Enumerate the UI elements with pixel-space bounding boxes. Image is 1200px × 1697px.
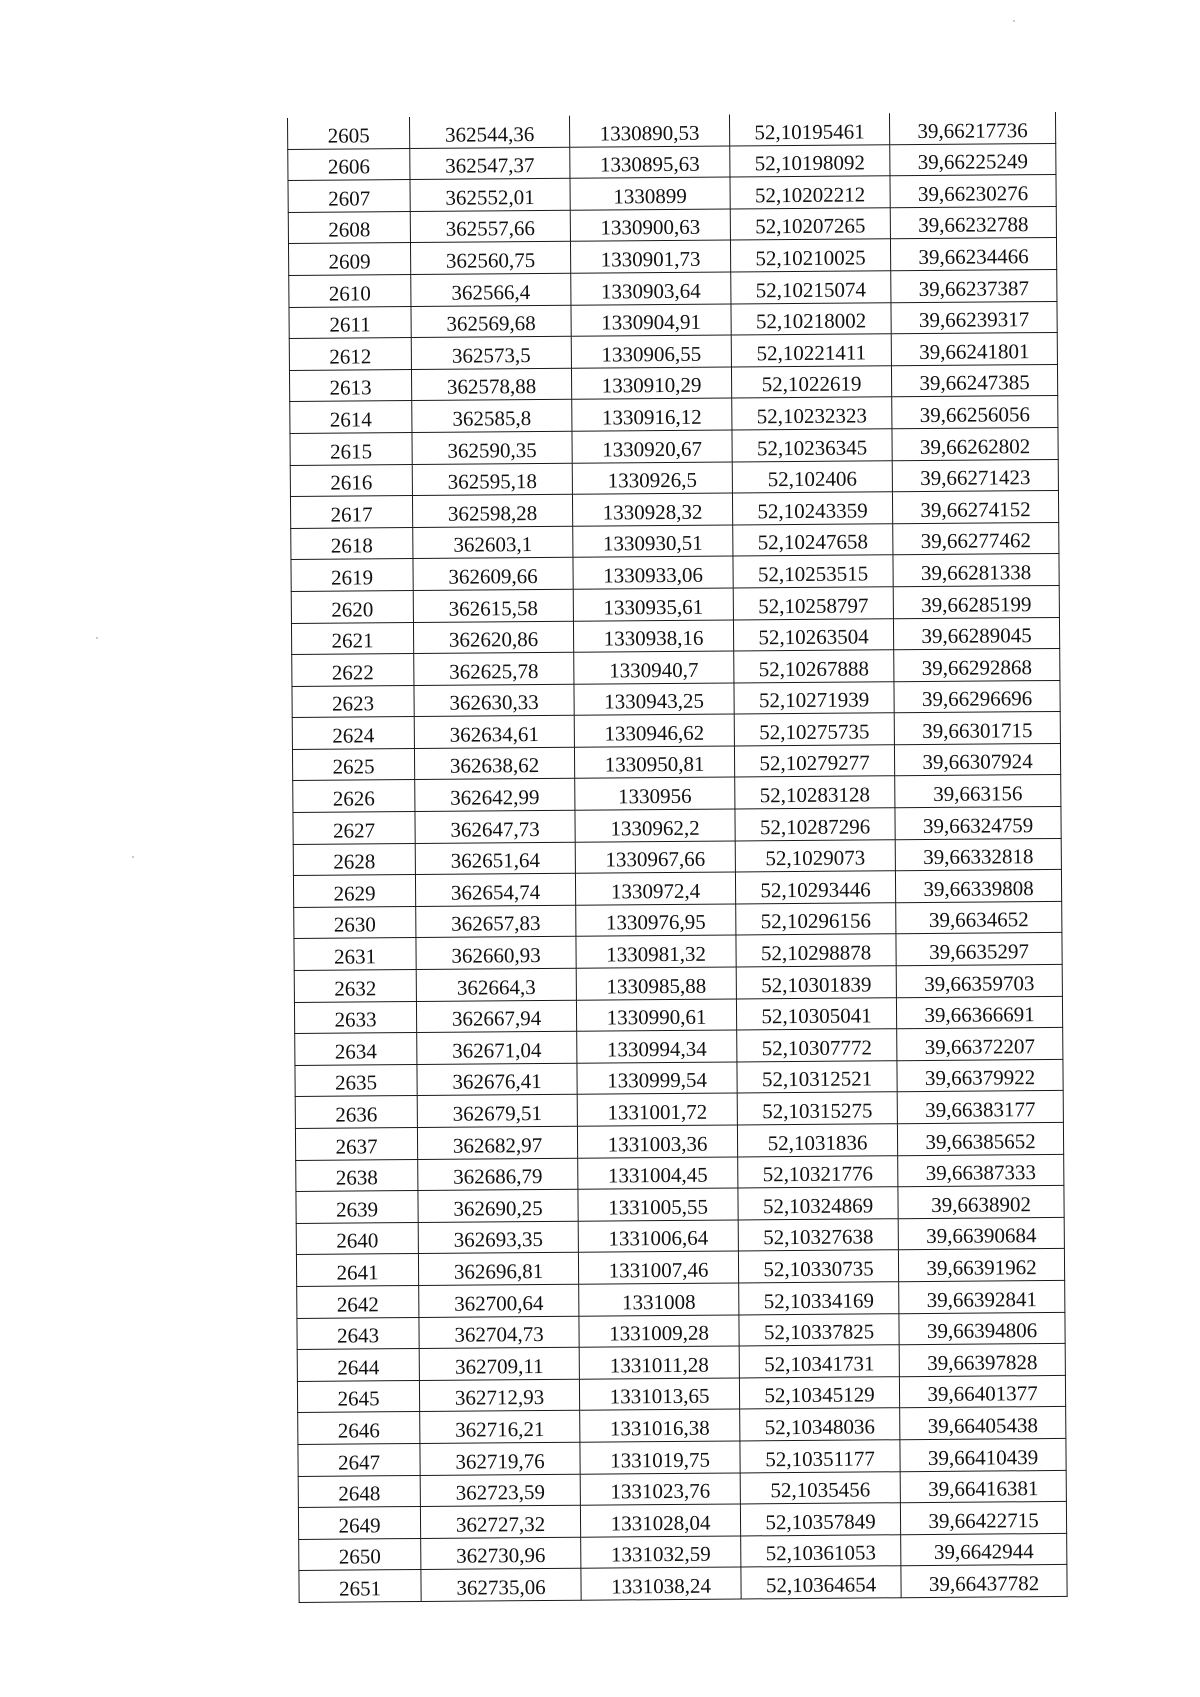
x-coordinate-cell: 362671,04 — [417, 1031, 577, 1064]
longitude-cell: 39,66387333 — [898, 1154, 1064, 1187]
longitude-cell: 39,66289045 — [893, 617, 1059, 650]
longitude-cell: 39,66232788 — [890, 206, 1056, 239]
x-coordinate-cell: 362557,66 — [410, 210, 570, 243]
point-number-cell: 2608 — [288, 211, 410, 244]
coordinates-table-body — [287, 112, 1067, 1602]
y-coordinate-cell: 1330990,61 — [576, 999, 736, 1032]
point-number-cell: 2612 — [289, 338, 411, 371]
y-coordinate-cell: 1330943,25 — [574, 683, 734, 716]
latitude-cell: 52,10232323 — [732, 397, 892, 430]
x-coordinate-cell: 362700,64 — [419, 1284, 579, 1317]
point-number-cell: 2646 — [298, 1412, 420, 1445]
point-number-cell: 2629 — [293, 875, 415, 908]
point-number-cell: 2610 — [289, 275, 411, 308]
table-row — [291, 522, 1059, 560]
y-coordinate-cell: 1331032,59 — [581, 1536, 741, 1569]
table-row — [294, 933, 1062, 971]
y-coordinate-cell: 1330899 — [570, 177, 730, 210]
table-row — [292, 743, 1060, 781]
x-coordinate-cell: 362615,58 — [413, 589, 573, 622]
y-coordinate-cell: 1331038,24 — [581, 1567, 741, 1600]
x-coordinate-cell: 362716,21 — [420, 1411, 580, 1444]
table-row — [291, 617, 1059, 655]
x-coordinate-cell: 362712,93 — [419, 1379, 579, 1412]
point-number-cell: 2614 — [290, 401, 412, 434]
latitude-cell: 52,10215074 — [731, 271, 891, 304]
latitude-cell: 52,10312521 — [737, 1061, 897, 1094]
latitude-cell: 52,10243359 — [732, 492, 892, 525]
table-row — [298, 1470, 1066, 1508]
latitude-cell: 52,10275735 — [734, 713, 894, 746]
x-coordinate-cell: 362609,66 — [413, 558, 573, 591]
table-row — [298, 1407, 1066, 1445]
latitude-cell: 52,10327638 — [738, 1219, 898, 1252]
point-number-cell: 2636 — [295, 1096, 417, 1129]
x-coordinate-cell: 362696,81 — [418, 1253, 578, 1286]
latitude-cell: 52,10279277 — [734, 745, 894, 778]
x-coordinate-cell: 362620,86 — [413, 621, 573, 654]
table-row — [298, 1438, 1066, 1476]
table-row — [293, 807, 1061, 845]
latitude-cell: 52,10198092 — [730, 144, 890, 177]
longitude-cell: 39,66437782 — [901, 1565, 1067, 1598]
x-coordinate-cell: 362657,83 — [416, 905, 576, 938]
point-number-cell: 2618 — [291, 527, 413, 560]
latitude-cell: 52,10221411 — [731, 334, 891, 367]
table-row — [290, 396, 1058, 434]
x-coordinate-cell: 362603,1 — [413, 526, 573, 559]
latitude-cell: 52,10341731 — [739, 1345, 899, 1378]
point-number-cell: 2648 — [298, 1475, 420, 1508]
x-coordinate-cell: 362730,96 — [421, 1537, 581, 1570]
longitude-cell: 39,66307924 — [894, 743, 1060, 776]
y-coordinate-cell: 1331007,46 — [578, 1251, 738, 1284]
longitude-cell: 39,66239317 — [891, 301, 1057, 334]
y-coordinate-cell: 1330933,06 — [573, 556, 733, 589]
longitude-cell: 39,66296696 — [894, 680, 1060, 713]
latitude-cell: 52,1035456 — [740, 1471, 900, 1504]
y-coordinate-cell: 1330938,16 — [573, 620, 733, 653]
y-coordinate-cell: 1331013,65 — [579, 1378, 739, 1411]
longitude-cell: 39,66392841 — [899, 1280, 1065, 1313]
point-number-cell: 2621 — [291, 622, 413, 655]
longitude-cell: 39,66410439 — [900, 1438, 1066, 1471]
x-coordinate-cell: 362647,73 — [415, 810, 575, 843]
point-number-cell: 2647 — [298, 1443, 420, 1476]
y-coordinate-cell: 1330950,81 — [574, 746, 734, 779]
longitude-cell: 39,66416381 — [900, 1470, 1066, 1503]
y-coordinate-cell: 1330926,5 — [572, 462, 732, 495]
point-number-cell: 2605 — [287, 117, 409, 149]
table-row — [296, 1249, 1064, 1287]
table-row — [289, 364, 1057, 402]
table-row — [288, 175, 1056, 213]
point-number-cell: 2620 — [291, 590, 413, 623]
table-row — [299, 1533, 1067, 1571]
longitude-cell: 39,66401377 — [899, 1375, 1065, 1408]
y-coordinate-cell: 1330903,64 — [571, 272, 731, 305]
point-number-cell: 2628 — [293, 843, 415, 876]
point-number-cell: 2623 — [292, 685, 414, 718]
point-number-cell: 2616 — [290, 464, 412, 497]
longitude-cell: 39,66405438 — [900, 1407, 1066, 1440]
latitude-cell: 52,10301839 — [736, 966, 896, 999]
x-coordinate-cell: 362634,61 — [414, 716, 574, 749]
longitude-cell: 39,66379922 — [897, 1059, 1063, 1092]
latitude-cell: 52,102406 — [732, 460, 892, 493]
table-row — [297, 1280, 1065, 1318]
longitude-cell: 39,66422715 — [900, 1502, 1066, 1535]
latitude-cell: 52,10334169 — [739, 1282, 899, 1315]
x-coordinate-cell: 362638,62 — [414, 747, 574, 780]
scan-speck — [96, 637, 98, 639]
point-number-cell: 2611 — [289, 306, 411, 339]
latitude-cell: 52,10361053 — [741, 1534, 901, 1567]
x-coordinate-cell: 362573,5 — [411, 336, 571, 369]
longitude-cell: 39,66281338 — [893, 554, 1059, 587]
y-coordinate-cell: 1330900,63 — [570, 209, 730, 242]
y-coordinate-cell: 1330920,67 — [572, 430, 732, 463]
x-coordinate-cell: 362704,73 — [419, 1316, 579, 1349]
scan-speck — [1013, 20, 1015, 22]
x-coordinate-cell: 362667,94 — [416, 1000, 576, 1033]
latitude-cell: 52,10337825 — [739, 1313, 899, 1346]
longitude-cell: 39,66277462 — [893, 522, 1059, 555]
x-coordinate-cell: 362686,79 — [418, 1158, 578, 1191]
x-coordinate-cell: 362598,28 — [412, 494, 572, 527]
y-coordinate-cell: 1330981,32 — [576, 935, 736, 968]
table-row — [294, 901, 1062, 939]
x-coordinate-cell: 362547,37 — [410, 147, 570, 180]
y-coordinate-cell: 1331016,38 — [580, 1409, 740, 1442]
table-row — [296, 1186, 1064, 1224]
x-coordinate-cell: 362693,35 — [418, 1221, 578, 1254]
point-number-cell: 2607 — [288, 180, 410, 213]
table-row — [296, 1217, 1064, 1255]
table-row — [296, 1154, 1064, 1192]
table-row — [290, 427, 1058, 465]
y-coordinate-cell: 1330906,55 — [571, 335, 731, 368]
longitude-cell: 39,66394806 — [899, 1312, 1065, 1345]
point-number-cell: 2650 — [299, 1538, 421, 1571]
table-row — [297, 1344, 1065, 1382]
longitude-cell: 39,66391962 — [898, 1249, 1064, 1282]
longitude-cell: 39,66256056 — [892, 396, 1058, 429]
table-row — [297, 1375, 1065, 1413]
table-row — [293, 775, 1061, 813]
point-number-cell: 2631 — [294, 938, 416, 971]
latitude-cell: 52,10345129 — [739, 1376, 899, 1409]
longitude-cell: 39,66271423 — [892, 459, 1058, 492]
latitude-cell: 52,10202212 — [730, 176, 890, 209]
x-coordinate-cell: 362552,01 — [410, 178, 570, 211]
x-coordinate-cell: 362569,68 — [411, 305, 571, 338]
y-coordinate-cell: 1330972,4 — [575, 872, 735, 905]
latitude-cell: 52,10263504 — [733, 618, 893, 651]
table-row — [289, 333, 1057, 371]
y-coordinate-cell: 1331003,36 — [577, 1125, 737, 1158]
y-coordinate-cell: 1330967,66 — [575, 841, 735, 874]
longitude-cell: 39,6638902 — [898, 1186, 1064, 1219]
latitude-cell: 52,10247658 — [733, 523, 893, 556]
table-row — [295, 1122, 1063, 1160]
longitude-cell: 39,66339808 — [895, 870, 1061, 903]
x-coordinate-cell: 362727,32 — [420, 1505, 580, 1538]
y-coordinate-cell: 1330946,62 — [574, 714, 734, 747]
latitude-cell: 52,10357849 — [740, 1503, 900, 1536]
x-coordinate-cell: 362560,75 — [410, 242, 570, 275]
point-number-cell: 2643 — [297, 1317, 419, 1350]
x-coordinate-cell: 362566,4 — [411, 273, 571, 306]
table-row — [295, 1091, 1063, 1129]
table-row — [289, 269, 1057, 307]
table-row — [291, 554, 1059, 592]
point-number-cell: 2637 — [295, 1128, 417, 1161]
latitude-cell: 52,1029073 — [735, 839, 895, 872]
longitude-cell: 39,66262802 — [892, 427, 1058, 460]
point-number-cell: 2630 — [294, 906, 416, 939]
latitude-cell: 52,10296156 — [736, 903, 896, 936]
longitude-cell: 39,66274152 — [892, 491, 1058, 524]
x-coordinate-cell: 362544,36 — [409, 116, 569, 148]
y-coordinate-cell: 1330901,73 — [570, 240, 730, 273]
point-number-cell: 2642 — [297, 1285, 419, 1318]
table-row — [292, 712, 1060, 750]
coordinates-table — [287, 112, 1068, 1603]
latitude-cell: 52,10315275 — [737, 1092, 897, 1125]
x-coordinate-cell: 362625,78 — [414, 652, 574, 685]
point-number-cell: 2641 — [296, 1254, 418, 1287]
y-coordinate-cell: 1330956 — [575, 777, 735, 810]
point-number-cell: 2622 — [292, 654, 414, 687]
y-coordinate-cell: 1330928,32 — [572, 493, 732, 526]
latitude-cell: 52,10207265 — [730, 208, 890, 241]
point-number-cell: 2645 — [297, 1380, 419, 1413]
latitude-cell: 52,10258797 — [733, 587, 893, 620]
point-number-cell: 2625 — [292, 748, 414, 781]
y-coordinate-cell: 1330930,51 — [573, 525, 733, 558]
latitude-cell: 52,10236345 — [732, 429, 892, 462]
longitude-cell: 39,66237387 — [891, 269, 1057, 302]
table-row — [292, 680, 1060, 718]
table-row — [288, 206, 1056, 244]
longitude-cell: 39,6642944 — [901, 1533, 1067, 1566]
longitude-cell: 39,66230276 — [890, 175, 1056, 208]
longitude-cell: 39,66372207 — [897, 1028, 1063, 1061]
table-row — [295, 1059, 1063, 1097]
x-coordinate-cell: 362578,88 — [411, 368, 571, 401]
x-coordinate-cell: 362590,35 — [412, 431, 572, 464]
point-number-cell: 2638 — [296, 1159, 418, 1192]
x-coordinate-cell: 362679,51 — [417, 1095, 577, 1128]
latitude-cell: 52,1022619 — [731, 366, 891, 399]
x-coordinate-cell: 362690,25 — [418, 1189, 578, 1222]
x-coordinate-cell: 362682,97 — [417, 1126, 577, 1159]
y-coordinate-cell: 1331028,04 — [580, 1504, 740, 1537]
longitude-cell: 39,66366691 — [896, 996, 1062, 1029]
latitude-cell: 52,10287296 — [735, 808, 895, 841]
point-number-cell: 2613 — [289, 369, 411, 402]
y-coordinate-cell: 1331011,28 — [579, 1346, 739, 1379]
point-number-cell: 2619 — [291, 559, 413, 592]
y-coordinate-cell: 1330940,7 — [574, 651, 734, 684]
table-row — [288, 143, 1056, 181]
x-coordinate-cell: 362664,3 — [416, 968, 576, 1001]
longitude-cell: 39,6634652 — [896, 901, 1062, 934]
latitude-cell: 52,10293446 — [735, 871, 895, 904]
latitude-cell: 52,10267888 — [734, 650, 894, 683]
x-coordinate-cell: 362642,99 — [415, 779, 575, 812]
table-row — [298, 1502, 1066, 1540]
y-coordinate-cell: 1330994,34 — [577, 1030, 737, 1063]
x-coordinate-cell: 362709,11 — [419, 1347, 579, 1380]
point-number-cell: 2606 — [288, 148, 410, 181]
point-number-cell: 2632 — [294, 970, 416, 1003]
point-number-cell: 2627 — [293, 812, 415, 845]
longitude-cell: 39,663156 — [895, 775, 1061, 808]
point-number-cell: 2649 — [298, 1507, 420, 1540]
latitude-cell: 52,1031836 — [737, 1124, 897, 1157]
longitude-cell: 39,66332818 — [895, 838, 1061, 871]
y-coordinate-cell: 1330910,29 — [571, 367, 731, 400]
point-number-cell: 2633 — [294, 1001, 416, 1034]
point-number-cell: 2634 — [295, 1033, 417, 1066]
latitude-cell: 52,10348036 — [740, 1408, 900, 1441]
y-coordinate-cell: 1331006,64 — [578, 1220, 738, 1253]
point-number-cell: 2651 — [299, 1570, 421, 1603]
scan-speck — [132, 856, 134, 858]
longitude-cell: 39,66225249 — [890, 143, 1056, 176]
longitude-cell: 39,66241801 — [891, 333, 1057, 366]
latitude-cell: 52,10305041 — [736, 997, 896, 1030]
longitude-cell: 39,66217736 — [889, 112, 1055, 144]
longitude-cell: 39,66285199 — [893, 585, 1059, 618]
longitude-cell: 39,66383177 — [897, 1091, 1063, 1124]
point-number-cell: 2635 — [295, 1064, 417, 1097]
y-coordinate-cell: 1330904,91 — [571, 304, 731, 337]
table-row — [290, 491, 1058, 529]
y-coordinate-cell: 1330999,54 — [577, 1062, 737, 1095]
x-coordinate-cell: 362654,74 — [415, 874, 575, 907]
point-number-cell: 2644 — [297, 1349, 419, 1382]
longitude-cell: 39,66292868 — [894, 649, 1060, 682]
latitude-cell: 52,10210025 — [730, 239, 890, 272]
longitude-cell: 39,6635297 — [896, 933, 1062, 966]
longitude-cell: 39,66301715 — [894, 712, 1060, 745]
x-coordinate-cell: 362595,18 — [412, 463, 572, 496]
y-coordinate-cell: 1331008 — [579, 1283, 739, 1316]
point-number-cell: 2609 — [288, 243, 410, 276]
longitude-cell: 39,66385652 — [897, 1122, 1063, 1155]
y-coordinate-cell: 1331019,75 — [580, 1441, 740, 1474]
point-number-cell: 2615 — [290, 432, 412, 465]
y-coordinate-cell: 1330976,95 — [576, 904, 736, 937]
x-coordinate-cell: 362585,8 — [412, 400, 572, 433]
table-row — [288, 238, 1056, 276]
latitude-cell: 52,10195461 — [729, 113, 889, 145]
table-row — [294, 964, 1062, 1002]
table-row — [289, 301, 1057, 339]
x-coordinate-cell: 362723,59 — [420, 1474, 580, 1507]
y-coordinate-cell: 1330895,63 — [570, 146, 730, 179]
table-row — [297, 1312, 1065, 1350]
latitude-cell: 52,10321776 — [738, 1155, 898, 1188]
longitude-cell: 39,66397828 — [899, 1344, 1065, 1377]
latitude-cell: 52,10298878 — [736, 934, 896, 967]
latitude-cell: 52,10218002 — [731, 302, 891, 335]
latitude-cell: 52,10253515 — [733, 555, 893, 588]
point-number-cell: 2624 — [292, 717, 414, 750]
longitude-cell: 39,66247385 — [891, 364, 1057, 397]
table-row — [291, 585, 1059, 623]
longitude-cell: 39,66390684 — [898, 1217, 1064, 1250]
y-coordinate-cell: 1330985,88 — [576, 967, 736, 1000]
latitude-cell: 52,10330735 — [738, 1250, 898, 1283]
point-number-cell: 2617 — [290, 496, 412, 529]
x-coordinate-cell: 362651,64 — [415, 842, 575, 875]
longitude-cell: 39,66234466 — [890, 238, 1056, 271]
y-coordinate-cell: 1331009,28 — [579, 1315, 739, 1348]
latitude-cell: 52,10283128 — [735, 776, 895, 809]
latitude-cell: 52,10271939 — [734, 681, 894, 714]
latitude-cell: 52,10351177 — [740, 1440, 900, 1473]
latitude-cell: 52,10307772 — [737, 1029, 897, 1062]
table-row — [290, 459, 1058, 497]
y-coordinate-cell: 1330962,2 — [575, 809, 735, 842]
x-coordinate-cell: 362676,41 — [417, 1063, 577, 1096]
longitude-cell: 39,66359703 — [896, 964, 1062, 997]
point-number-cell: 2626 — [293, 780, 415, 813]
y-coordinate-cell: 1330935,61 — [573, 588, 733, 621]
table-row — [293, 870, 1061, 908]
table-row — [294, 996, 1062, 1034]
table-row — [292, 649, 1060, 687]
table-row — [295, 1028, 1063, 1066]
table-row — [299, 1565, 1067, 1603]
table-row — [293, 838, 1061, 876]
latitude-cell: 52,10324869 — [738, 1187, 898, 1220]
x-coordinate-cell: 362719,76 — [420, 1442, 580, 1475]
y-coordinate-cell: 1331004,45 — [578, 1157, 738, 1190]
y-coordinate-cell: 1331023,76 — [580, 1473, 740, 1506]
point-number-cell: 2640 — [296, 1222, 418, 1255]
y-coordinate-cell: 1330916,12 — [572, 398, 732, 431]
y-coordinate-cell: 1331005,55 — [578, 1188, 738, 1221]
x-coordinate-cell: 362630,33 — [414, 684, 574, 717]
x-coordinate-cell: 362660,93 — [416, 937, 576, 970]
x-coordinate-cell: 362735,06 — [421, 1569, 581, 1602]
longitude-cell: 39,66324759 — [895, 807, 1061, 840]
latitude-cell: 52,10364654 — [741, 1566, 901, 1599]
y-coordinate-cell: 1331001,72 — [577, 1093, 737, 1126]
y-coordinate-cell: 1330890,53 — [569, 115, 729, 147]
point-number-cell: 2639 — [296, 1191, 418, 1224]
